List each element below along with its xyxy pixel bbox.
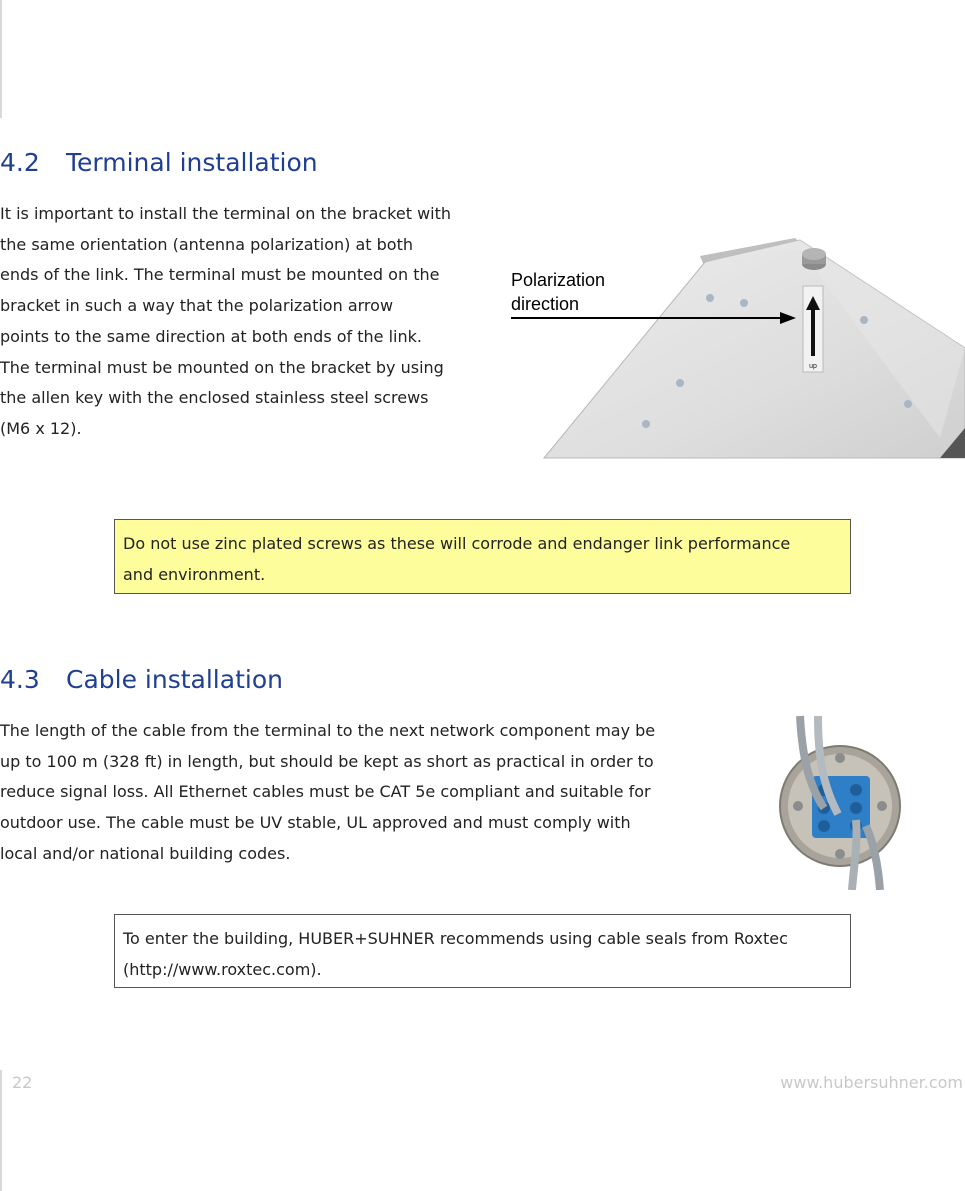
terminal-photo: [500, 228, 965, 460]
paragraph-line: points to the same direction at both ends of the link.: [0, 326, 422, 346]
note-line: To enter the building, HUBER+SUHNER recommends using cable seals from Roxtec: [123, 929, 788, 948]
footer-margin-line: [0, 1070, 2, 1191]
paragraph-line: The terminal must be mounted on the bracket by using: [0, 357, 444, 377]
top-margin-line: [0, 0, 2, 118]
cable-gland-photo: [778, 714, 906, 890]
paragraph-line: the allen key with the enclosed stainless steel screws: [0, 388, 429, 408]
page-number: 22: [12, 1073, 33, 1092]
polarization-label-line2: direction: [511, 294, 580, 314]
section-number: 4.2: [0, 148, 40, 177]
paragraph-line: bracket in such a way that the polarization arrow: [0, 296, 394, 316]
warning-box: [114, 519, 851, 594]
section-heading-4-2: [0, 148, 318, 177]
section-title: Terminal installation: [66, 148, 318, 177]
paragraph-line: The length of the cable from the terminal to the next network component may be: [0, 721, 656, 740]
warning-line: Do not use zinc plated screws as these will corrode and endanger link performance: [123, 534, 791, 553]
paragraph-line: local and/or national building codes.: [0, 843, 291, 863]
paragraph-line: (M6 x 12).: [0, 418, 82, 438]
warning-line: and environment.: [123, 565, 266, 584]
section-number: 4.3: [0, 665, 40, 694]
paragraph-line: ends of the link. The terminal must be mounted on the: [0, 265, 440, 285]
footer-url: www.hubersuhner.com: [780, 1073, 963, 1092]
note-line: (http://www.roxtec.com).: [123, 960, 322, 979]
paragraph-line: the same orientation (antenna polarization) at both: [0, 234, 414, 254]
section-heading-4-3: [0, 665, 283, 694]
polarization-label-line1: Polarization: [511, 270, 606, 290]
cable-installation-paragraph: [0, 716, 700, 870]
paragraph-line: It is important to install the terminal on the bracket with: [0, 204, 452, 223]
paragraph-line: up to 100 m (328 ft) in length, but should be kept as short as practical in order to: [0, 751, 654, 771]
roxtec-note-box: [114, 914, 851, 988]
paragraph-line: reduce signal loss. All Ethernet cables must be CAT 5e compliant and suitable for: [0, 782, 651, 802]
section-title: Cable installation: [66, 665, 283, 694]
arrow-up-text: up: [809, 363, 817, 370]
paragraph-line: outdoor use. The cable must be UV stable, UL approved and must comply with: [0, 813, 631, 833]
terminal-installation-paragraph: [0, 199, 460, 445]
